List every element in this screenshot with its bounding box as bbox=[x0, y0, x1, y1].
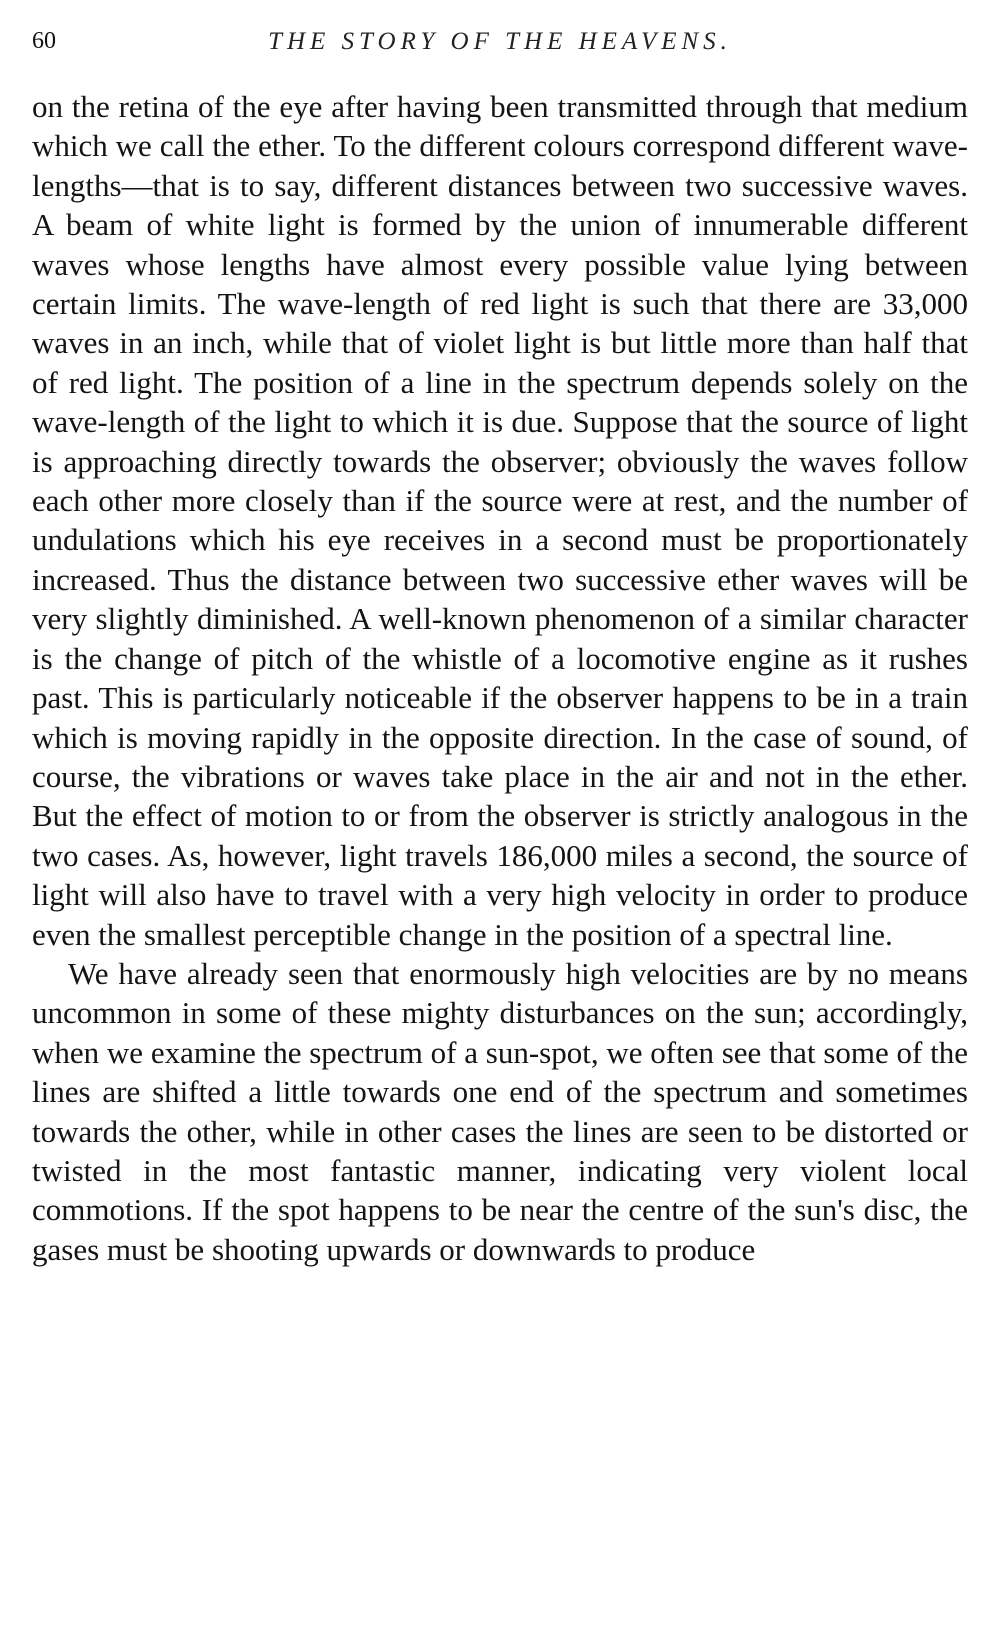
running-title: THE STORY OF THE HEAVENS. bbox=[268, 28, 732, 55]
paragraph: We have already seen that enormously high velocities are by no means uncommon in some of these mighty disturbances on the sun; accordingly, when we examine the spectrum of a sun-spot, we often see that some of the lines are shifted a little towards one end of the spectrum and sometimes towards the other, while in other cases the lines are seen to be distorted or twisted in the most fantastic manner, indicating very violent local commotions. If the spot happens to be near the centre of the sun's disc, the gases must be shooting upwards or downwards to produce bbox=[32, 955, 968, 1267]
page-header bbox=[32, 22, 968, 62]
paragraph-continued: on the retina of the eye after having been transmitted through that medium which we call the ether. To the different colours correspond different wave-lengths—that is to say, different distances between two successive waves. A beam of white light is formed by the union of innumerable different waves whose lengths have almost every possible value lying between certain limits. The wave-length of red light is such that there are 33,000 waves in an inch, while that of violet light is but little more than half that of red light. The position of a line in the spectrum depends solely on the wave-length of the light to which it is due. Suppose that the source of light is approaching directly towards the observer; obviously the waves follow each other more closely than if the source were at rest, and the number of undulations which his eye receives in a second must be proportionately increased. Thus the distance between two successive ether waves will be very slightly diminished. A well-known phenomenon of a similar character is the change of pitch of the whistle of a locomotive engine as it rushes past. This is particularly noticeable if the observer happens to be in a train which is moving rapidly in the opposite direction. In the case of sound, of course, the vibrations or waves take place in the air and not in the ether. But the effect of motion to or from the observer is strictly analogous in the two cases. As, however, light travels 186,000 miles a second, the source of light will also have to travel with a very high velocity in order to produce even the smallest perceptible change in the position of a spectral line. bbox=[32, 89, 968, 952]
page-number: 60 bbox=[32, 28, 56, 54]
body-text bbox=[32, 87, 968, 1269]
